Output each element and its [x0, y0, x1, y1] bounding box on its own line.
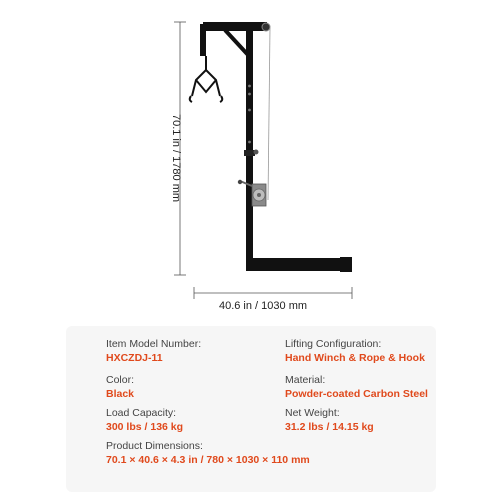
spec-material [285, 374, 428, 401]
spec-dimensions-label: Product Dimensions: [106, 440, 203, 452]
spec-capacity-label: Load Capacity: [106, 407, 177, 419]
spec-material-label: Material: [285, 374, 326, 386]
specs-panel [66, 326, 436, 492]
spec-material-value: Powder-coated Carbon Steel [285, 388, 428, 400]
spec-capacity [106, 407, 183, 434]
width-dimension-line [194, 287, 352, 299]
spec-dimensions-value: 70.1 × 40.6 × 4.3 in / 780 × 1030 × 110 mm [106, 454, 310, 466]
spec-weight-value: 31.2 lbs / 14.15 kg [285, 421, 374, 433]
spec-model [106, 338, 201, 365]
spec-lifting-value: Hand Winch & Rope & Hook [285, 352, 425, 364]
spec-capacity-value: 300 lbs / 136 kg [106, 421, 184, 433]
spec-model-value: HXCZDJ-11 [106, 352, 163, 364]
width-dimension-label: 40.6 in / 1030 mm [218, 300, 308, 312]
gambrel-hook [190, 56, 223, 102]
rope-guide [254, 150, 259, 155]
spec-model-label: Item Model Number: [106, 338, 202, 350]
spec-color [106, 374, 134, 401]
spec-dimensions [106, 440, 310, 467]
hand-winch [238, 180, 266, 206]
spec-weight-label: Net Weight: [285, 407, 340, 419]
winch-rope [268, 28, 270, 200]
post-joint [244, 150, 255, 156]
spec-weight [285, 407, 374, 434]
height-dimension-label: 70.1 in / 1780 mm [170, 113, 182, 203]
spec-lifting-label: Lifting Configuration: [285, 338, 382, 350]
top-pulley [262, 23, 270, 31]
spec-color-label: Color: [106, 374, 135, 386]
diagonal-brace [225, 30, 249, 56]
hoist-frame [200, 22, 352, 272]
spec-lifting [285, 338, 425, 365]
spec-color-value: Black [106, 388, 135, 400]
